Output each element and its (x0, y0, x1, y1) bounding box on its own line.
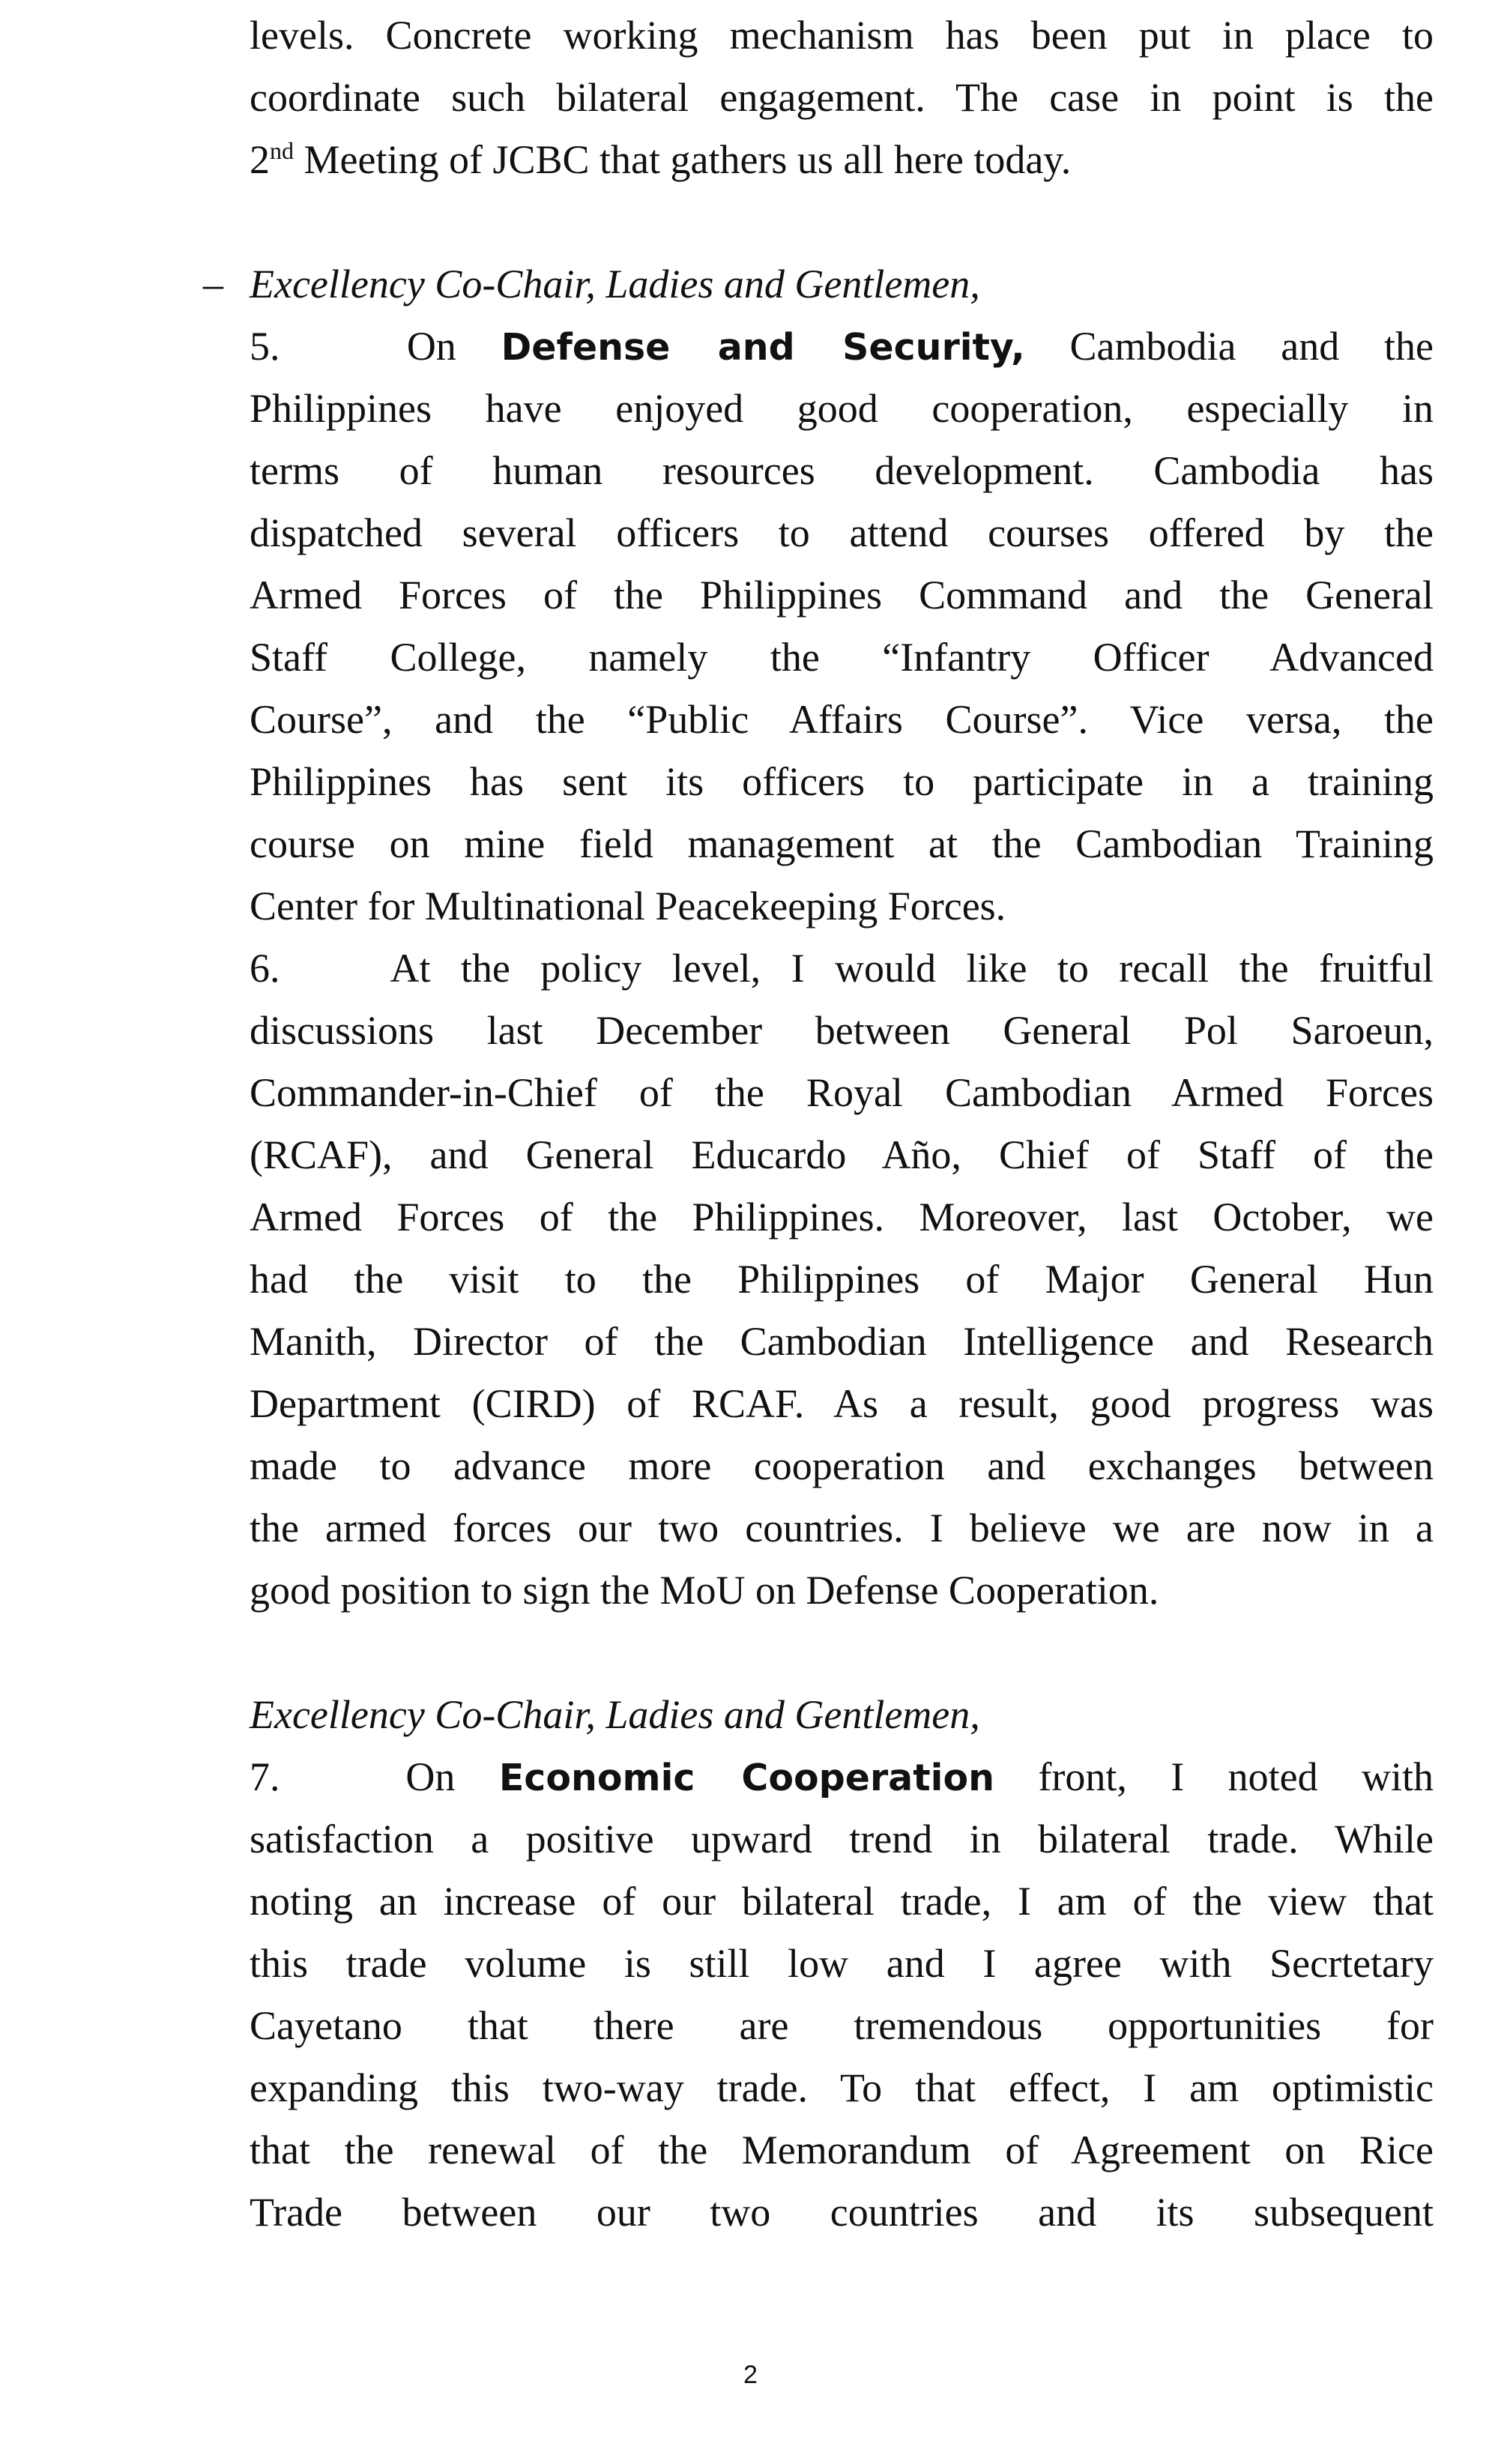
para6-line: Armed Forces of the Philippines. Moreover, last October, we (250, 1195, 1434, 1239)
para7-heading-economic: Economic Cooperation (498, 1757, 994, 1799)
para6-first-line (250, 937, 1434, 1000)
para5-first-rest: Cambodia and the (1069, 324, 1434, 369)
para5-lead: On (406, 324, 456, 369)
spacer (250, 1622, 1434, 1684)
para5-line: Staff College, namely the “Infantry Officer Advanced (250, 635, 1434, 680)
para6-line: Manith, Director of the Cambodian Intelligence and Research (250, 1319, 1434, 1364)
salutation-1 (203, 253, 1434, 315)
para7-line: Cayetano that there are tremendous opportunities for (250, 2003, 1434, 2048)
para5-last-line: Center for Multinational Peacekeeping Forces. (250, 884, 1006, 928)
para6-line: had the visit to the Philippines of Major General Hun (250, 1257, 1434, 1302)
para7-first-line (250, 1746, 1434, 1808)
para7-number: 7. (250, 1754, 280, 1799)
para7-lead: On (405, 1754, 456, 1799)
page-number: 2 (743, 2361, 758, 2389)
spacer (250, 191, 1434, 253)
para7-line: Trade between our two countries and its subsequent (250, 2190, 1434, 2235)
para5-line: course on mine field management at the Cambodian Training (250, 821, 1434, 866)
intro-line-2: coordinate such bilateral engagement. The case in point is the (250, 75, 1434, 120)
para6-first-text: At the policy level, I would like to recall the fruitful (390, 946, 1434, 991)
intro-line-3 (250, 129, 1434, 191)
salutation-2: Excellency Co-Chair, Ladies and Gentlemen, (250, 1692, 980, 1737)
para7-line: this trade volume is still low and I agree with Secrtetary (250, 1941, 1434, 1986)
para6-number: 6. (250, 946, 280, 991)
intro-line-3-text: Meeting of JCBC that gathers us all here today. (294, 137, 1072, 182)
para5-line: Course”, and the “Public Affairs Course”. Vice versa, the (250, 697, 1434, 742)
para5-number: 5. (250, 324, 280, 369)
para5-line: Philippines has sent its officers to participate in a training (250, 759, 1434, 804)
para7-line: noting an increase of our bilateral trade, I am of the view that (250, 1879, 1434, 1924)
dash-bullet: – (203, 262, 223, 307)
ordinal-suffix: nd (270, 137, 294, 164)
para5-first-line (250, 315, 1434, 378)
para6-line: the armed forces our two countries. I believe we are now in a (250, 1506, 1434, 1550)
para5-line: terms of human resources development. Cambodia has (250, 448, 1434, 493)
para6-line: made to advance more cooperation and exchanges between (250, 1443, 1434, 1488)
ordinal-number: 2 (250, 137, 270, 182)
para7-first-rest: front, I noted with (1038, 1754, 1434, 1799)
para6-last-line: good position to sign the MoU on Defense Cooperation. (250, 1568, 1159, 1613)
salutation-1-text: Excellency Co-Chair, Ladies and Gentlemen, (250, 262, 980, 307)
para7-line: that the renewal of the Memorandum of Agreement on Rice (250, 2128, 1434, 2172)
para5-line: dispatched several officers to attend courses offered by the (250, 510, 1434, 555)
intro-line-1: levels. Concrete working mechanism has been put in place to (250, 13, 1434, 58)
para6-line: discussions last December between General Pol Saroeun, (250, 1008, 1434, 1053)
para6-line: Commander-in-Chief of the Royal Cambodian Armed Forces (250, 1070, 1434, 1115)
para6-line: Department (CIRD) of RCAF. As a result, good progress was (250, 1381, 1434, 1426)
para5-line: Armed Forces of the Philippines Command and the General (250, 573, 1434, 617)
para5-line: Philippines have enjoyed good cooperation, especially in (250, 386, 1434, 431)
document-body (203, 4, 1434, 2244)
para5-heading-defense: Defense and Security, (501, 326, 1025, 369)
para7-line: satisfaction a positive upward trend in bilateral trade. While (250, 1817, 1434, 1861)
para6-line: (RCAF), and General Educardo Año, Chief of Staff of the (250, 1132, 1434, 1177)
para7-line: expanding this two-way trade. To that effect, I am optimistic (250, 2065, 1434, 2110)
